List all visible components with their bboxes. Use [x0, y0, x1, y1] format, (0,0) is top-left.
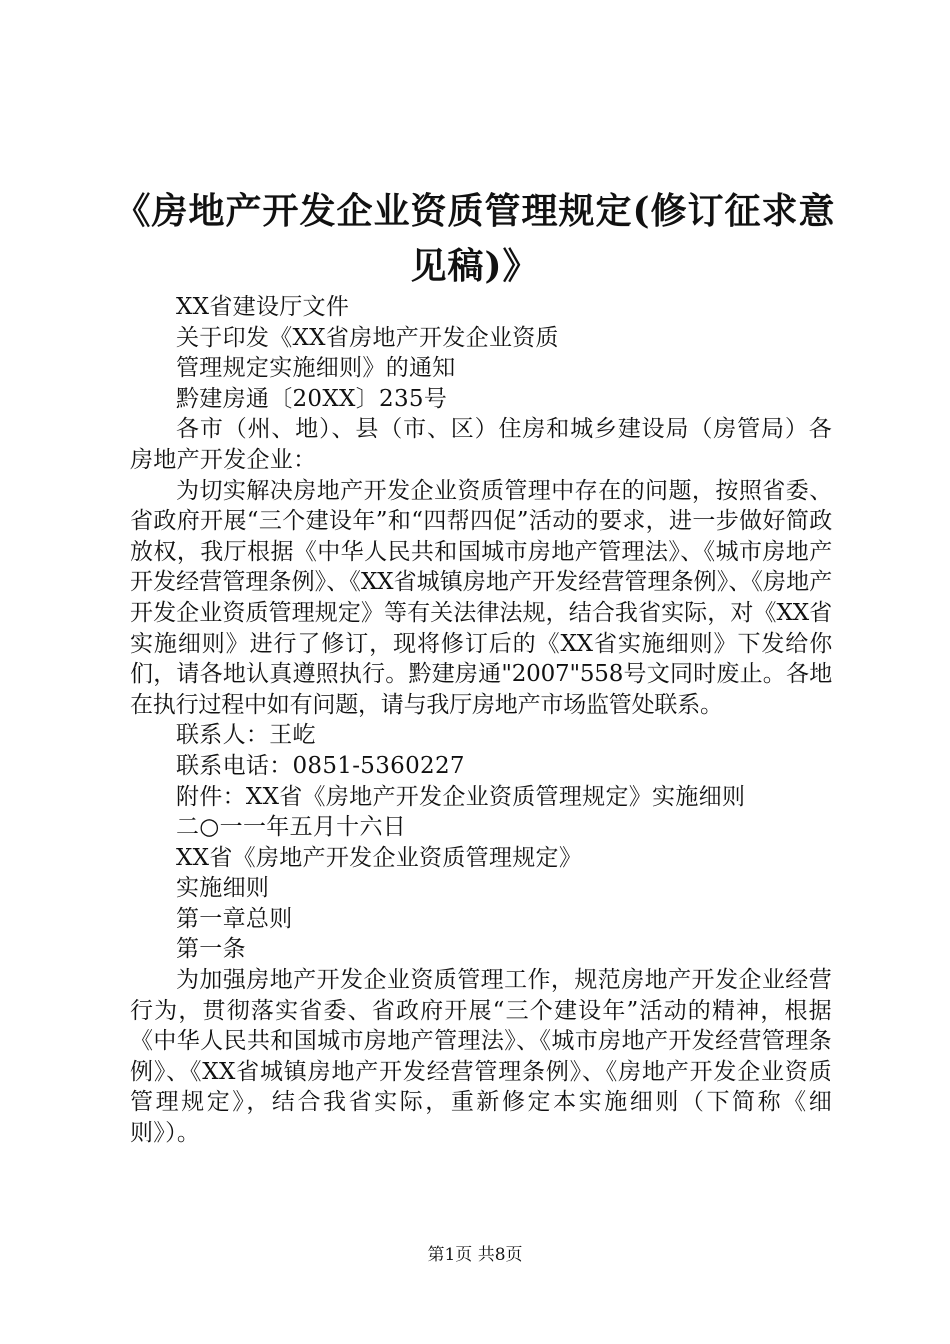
rules-title-line-1: XX省《房地产开发企业资质管理规定》: [176, 844, 583, 871]
contact-phone: 联系电话：0851-5360227: [176, 752, 465, 779]
attachment-line: 附件：XX省《房地产开发企业资质管理规定》实施细则: [176, 783, 746, 810]
article-heading: 第一条: [176, 936, 246, 963]
rules-title-line-2: 实施细则: [176, 875, 270, 902]
document-title-line-1: 《房地产开发企业资质管理规定(修订征求意: [114, 190, 836, 232]
notice-body-paragraph: 为切实解决房地产开发企业资质管理中存在的问题，按照省委、省政府开展“三个建设年”和“四帮四促”活动的要求，进一步做好简政放权，我厅根据《中华人民共和国城市房地产管理法》、《城市房地产开发经营管理条例》、《XX省城镇房地产开发经营管理条例》、《房地产开发企业资质管理规定》等有关法律法规，结合我省实际，对《XX省实施细则》进行了修订，现将修订后的《XX省实施细则》下发给你们，请各地认真遵照执行。黔建房通"2007"558号文同时废止。各地在执行过程中如有问题，请与我厅房地产市场监管处联系。: [130, 477, 832, 718]
issuer-heading: XX省建设厅文件: [176, 294, 350, 320]
issue-date: 二○一一年五月十六日: [176, 814, 407, 841]
page-footer: 第1页 共8页: [427, 1245, 523, 1265]
notice-title-line-1: 关于印发《XX省房地产开发企业资质: [176, 324, 559, 351]
document-number: 黔建房通〔20XX〕235号: [176, 385, 448, 412]
contact-person: 联系人：王屹: [176, 722, 316, 749]
document-body: [130, 292, 832, 1149]
document-title-line-2: 见稿)》: [410, 245, 540, 287]
addressee-paragraph: 各市（州、地）、县（市、区）住房和城乡建设局（房管局）各房地产开发企业：: [130, 416, 832, 473]
chapter-heading: 第一章总则: [176, 905, 293, 932]
notice-title-line-2: 管理规定实施细则》的通知: [176, 355, 456, 382]
article-body-paragraph: 为加强房地产开发企业资质管理工作，规范房地产开发企业经营行为，贯彻落实省委、省政府开展“三个建设年”活动的精神，根据《中华人民共和国城市房地产管理法》、《城市房地产开发经营管理条例》、《XX省城镇房地产开发经营管理条例》、《房地产开发企业资质管理规定》，结合我省实际，重新修定本实施细则（下简称《细则》）。: [130, 967, 832, 1147]
